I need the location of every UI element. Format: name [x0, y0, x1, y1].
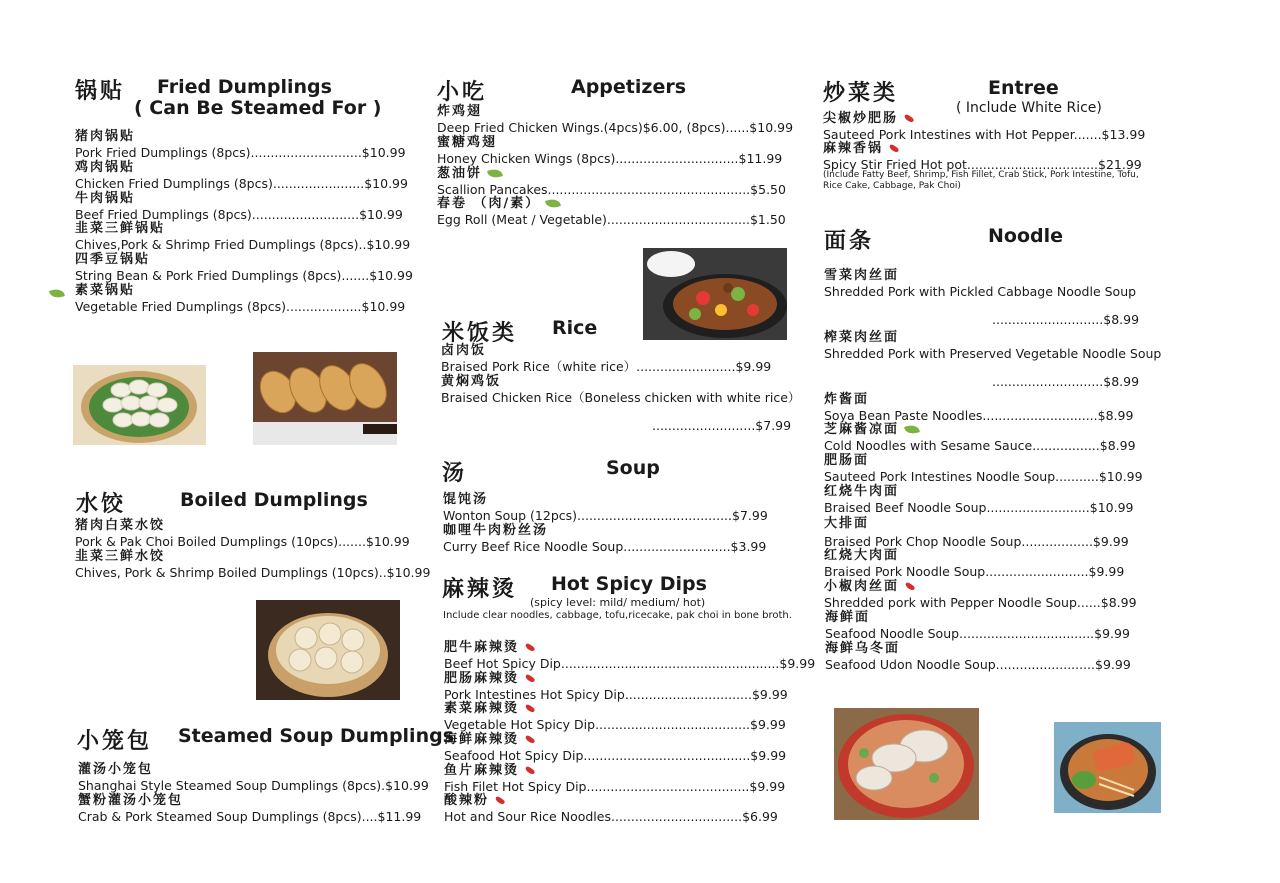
chili-pepper-icon — [524, 766, 535, 776]
menu-item-vegetable-fried-dumplings — [75, 283, 405, 314]
item-en: Chicken Fried Dumplings (8pcs).......................$10.99 — [75, 176, 408, 191]
item-en: Beef Hot Spicy Dip.......................................................$9.99 — [444, 656, 816, 671]
item-cn-text: 小椒肉丝面 — [824, 579, 900, 594]
item-cn-text: 鱼片麻辣烫 — [444, 763, 520, 778]
item-en: Vegetable Fried Dumplings (8pcs)...................$10.99 — [75, 299, 406, 314]
item-en: String Bean & Pork Fried Dumplings (8pcs).......$10.99 — [75, 268, 413, 283]
item-cn-text: 尖椒炒肥肠 — [823, 111, 899, 126]
fried-dumplings-photo — [253, 352, 397, 445]
item-cn — [444, 763, 785, 779]
rice-section-title: Rice — [552, 317, 598, 339]
spicy-include-note: Include clear noodles, cabbage, tofu,ricecake, pak choi in bone broth. — [443, 610, 792, 621]
item-en: Pork Intestines Hot Spicy Dip................................$9.99 — [444, 687, 788, 702]
item-cn — [444, 640, 815, 656]
item-cn-text: 酸辣粉 — [444, 793, 490, 808]
appetizers-section-title: Appetizers — [571, 76, 687, 98]
chili-pepper-icon — [524, 674, 535, 684]
item-cn: 韭菜三鲜锅贴 — [75, 221, 166, 236]
item-cn — [444, 793, 778, 809]
menu-item-hot-sour-rice-noodles — [444, 793, 778, 824]
menu-item-shredded-pork-pepper-noodle — [824, 579, 1137, 610]
chili-pepper-icon — [494, 796, 505, 806]
entree-section-title: Entree — [988, 77, 1059, 99]
item-cn-text: 芝麻酱凉面 — [824, 422, 900, 437]
item-en: Braised Pork Chop Noodle Soup..................$9.99 — [824, 534, 1129, 549]
item-en: Braised Pork Rice（white rice）.........................$9.99 — [441, 359, 772, 374]
noodle-bowl-photo — [834, 708, 979, 820]
item-en: Soya Bean Paste Noodles.............................$8.99 — [824, 408, 1134, 423]
menu-item-braised-pork-rice — [441, 343, 771, 374]
item-en: Crab & Pork Steamed Soup Dumplings (8pcs)....$11.99 — [78, 809, 422, 824]
menu-item-pork-intestines-noodle — [824, 453, 1143, 484]
spicy-section-title: Hot Spicy Dips — [551, 573, 707, 595]
boiled-section-title: Boiled Dumplings — [180, 489, 368, 511]
chili-pepper-icon — [524, 643, 535, 653]
item-cn: 黄焖鸡饭 — [441, 374, 502, 389]
rice-section-cn-title: 米饭类 — [442, 320, 518, 346]
item-en: Pork Fried Dumplings (8pcs)............................$10.99 — [75, 145, 406, 160]
chili-pepper-icon — [524, 704, 535, 714]
menu-item-pickled-cabbage-noodle — [824, 268, 1136, 299]
item-en: Sauteed Pork Intestines Noodle Soup...........$10.99 — [824, 469, 1143, 484]
item-en: Shredded pork with Pepper Noodle Soup......$8.99 — [824, 595, 1137, 610]
item-en: Pork & Pak Choi Boiled Dumplings (10pcs).......$10.99 — [75, 534, 410, 549]
item-cn — [824, 422, 1136, 438]
item-en: Deep Fried Chicken Wings.(4pcs)$6.00, (8pcs)......$10.99 — [437, 120, 794, 135]
menu-item-spicy-stir-fried-hot-pot — [823, 141, 1142, 172]
item-cn: 猪肉锅贴 — [75, 129, 136, 144]
item-en: Shanghai Style Steamed Soup Dumplings (8pcs).$10.99 — [78, 778, 429, 793]
menu-item-fish-filet-spicy-dip — [444, 763, 785, 794]
item-cn-text: 素菜麻辣烫 — [444, 701, 520, 716]
vegetarian-leaf-icon — [545, 197, 561, 209]
item-cn: 鸡肉锅贴 — [75, 160, 136, 175]
noodle-section-title: Noodle — [988, 225, 1064, 247]
item-en: Hot and Sour Rice Noodles.................................$6.99 — [444, 809, 778, 824]
menu-item-sauteed-pork-intestines — [823, 111, 1145, 142]
item-en: Fish Filet Hot Spicy Dip.........................................$9.99 — [444, 779, 786, 794]
fried-section-cn-title: 锅贴 — [75, 78, 126, 104]
menu-item-wonton-soup — [443, 492, 768, 523]
item-cn: 红烧牛肉面 — [824, 484, 900, 499]
item-en: Curry Beef Rice Noodle Soup...........................$3.99 — [443, 539, 767, 554]
item-cn: 肥肠面 — [824, 453, 870, 468]
item-cn: 炸酱面 — [824, 392, 870, 407]
menu-item-seafood-noodle — [825, 610, 1130, 641]
menu-item-pork-pak-choi-boiled — [75, 518, 410, 549]
item-en: Chives, Pork & Shrimp Boiled Dumplings (10pcs)..$10.99 — [75, 565, 431, 580]
item-cn-text: 春卷 （肉/素） — [437, 196, 541, 211]
menu-item-braised-chicken-rice — [441, 374, 800, 405]
soup-section-title: Soup — [606, 457, 660, 479]
item-en: Seafood Noodle Soup..................................$9.99 — [825, 626, 1130, 641]
menu-item-chicken-fried-dumplings — [75, 160, 408, 191]
item-en: Wonton Soup (12pcs).......................................$7.99 — [443, 508, 768, 523]
item-cn: 海鲜面 — [825, 610, 871, 625]
soup-section-cn-title: 汤 — [442, 460, 468, 486]
chili-pepper-icon — [524, 735, 535, 745]
item-cn: 榨菜肉丝面 — [824, 330, 900, 345]
steamed-section-title: Steamed Soup Dumplings — [178, 725, 455, 747]
item-en: Shredded Pork with Pickled Cabbage Noodle Soup — [824, 284, 1137, 299]
chili-pepper-icon — [888, 144, 899, 154]
menu-item-seafood-spicy-dip — [444, 732, 786, 763]
soup-dumplings-photo — [256, 600, 400, 700]
appetizers-section-cn-title: 小吃 — [437, 79, 488, 105]
item-cn — [823, 141, 1142, 157]
item-cn: 咖哩牛肉粉丝汤 — [443, 523, 549, 538]
vegetarian-leaf-icon — [487, 167, 503, 179]
item-en: Seafood Udon Noodle Soup.........................$9.99 — [825, 657, 1131, 672]
preserved-vegetable-noodle-price: ............................$8.99 — [992, 374, 1140, 389]
menu-item-honey-wings — [437, 135, 782, 166]
item-en: Braised Chicken Rice（Boneless chicken with white rice） — [441, 390, 801, 405]
item-en: Cold Noodles with Sesame Sauce.................$8.99 — [824, 438, 1136, 453]
item-cn-text: 海鲜麻辣烫 — [444, 732, 520, 747]
item-cn: 素菜锅贴 — [75, 283, 136, 298]
entree-section-cn-title: 炒菜类 — [823, 80, 899, 106]
menu-item-vegetable-spicy-dip — [444, 701, 786, 732]
steamed-section-cn-title: 小笼包 — [77, 728, 153, 754]
item-en: Shredded Pork with Preserved Vegetable Noodle Soup — [824, 346, 1162, 361]
item-en: Beef Fried Dumplings (8pcs)...........................$10.99 — [75, 207, 403, 222]
item-en: Braised Beef Noodle Soup..........................$10.99 — [824, 500, 1134, 515]
item-cn: 卤肉饭 — [441, 343, 487, 358]
item-cn: 韭菜三鲜水饺 — [75, 549, 166, 564]
menu-item-pork-fried-dumplings — [75, 129, 406, 160]
menu-item-cold-sesame-noodles — [824, 422, 1136, 453]
braised-chicken-rice-price: ..........................$7.99 — [652, 418, 792, 433]
menu-item-shanghai-soup-dumplings — [78, 762, 429, 793]
menu-item-pork-intestines-spicy-dip — [444, 671, 788, 702]
menu-item-braised-beef-noodle — [824, 484, 1134, 515]
item-en: Egg Roll (Meat / Vegetable)....................................$1.50 — [437, 212, 786, 227]
item-en: Seafood Hot Spicy Dip..........................................$9.99 — [444, 748, 787, 763]
boiled-dumplings-photo — [73, 365, 206, 445]
item-cn: 红烧大肉面 — [824, 548, 900, 563]
item-cn: 大排面 — [824, 516, 870, 531]
menu-item-deep-fried-wings — [437, 104, 793, 135]
item-cn: 馄饨汤 — [443, 492, 489, 507]
item-en: Scallion Pancakes...................................................$5.50 — [437, 182, 786, 197]
menu-item-crab-pork-soup-dumplings — [78, 793, 421, 824]
vegetarian-leaf-icon — [49, 287, 65, 299]
item-cn: 四季豆锅贴 — [75, 252, 151, 267]
item-cn: 灌汤小笼包 — [78, 762, 154, 777]
menu-item-pork-chop-noodle — [824, 516, 1129, 549]
item-cn — [437, 196, 786, 212]
item-cn — [823, 111, 1145, 127]
menu-item-scallion-pancakes — [437, 166, 786, 197]
menu-item-curry-beef-noodle-soup — [443, 523, 766, 554]
item-cn — [437, 166, 786, 182]
menu-item-chives-boiled — [75, 549, 430, 580]
pickled-cabbage-noodle-price: ............................$8.99 — [992, 312, 1140, 327]
menu-item-string-bean-fried-dumplings — [75, 252, 413, 283]
fried-section-title: Fried Dumplings — [157, 76, 332, 98]
menu-item-beef-hot-spicy-dip — [444, 640, 815, 671]
vegetarian-leaf-icon — [904, 423, 920, 435]
item-cn: 猪肉白菜水饺 — [75, 518, 166, 533]
item-cn — [444, 671, 788, 687]
entree-section-subtitle: ( Include White Rice) — [956, 100, 1102, 116]
menu-item-beef-fried-dumplings — [75, 191, 403, 222]
item-en: Sauteed Pork Intestines with Hot Pepper.......$13.99 — [823, 127, 1146, 142]
item-en: Chives,Pork & Shrimp Fried Dumplings (8pcs)..$10.99 — [75, 237, 411, 252]
item-cn: 蟹粉灌汤小笼包 — [78, 793, 184, 808]
item-en: Vegetable Hot Spicy Dip.......................................$9.99 — [444, 717, 786, 732]
item-cn: 炸鸡翅 — [437, 104, 483, 119]
chili-pepper-icon — [904, 582, 915, 592]
item-cn-text: 葱油饼 — [437, 166, 483, 181]
menu-item-chives-fried-dumplings — [75, 221, 410, 252]
fried-section-subtitle: ( Can Be Steamed For ) — [134, 97, 382, 119]
item-cn-text: 肥牛麻辣烫 — [444, 640, 520, 655]
spicy-level-note: (spicy level: mild/ medium/ hot) — [530, 596, 706, 609]
stir-fry-photo — [643, 248, 787, 340]
item-en: Spicy Stir Fried Hot pot.................................$21.99 — [823, 157, 1142, 172]
item-cn — [444, 732, 786, 748]
menu-item-soya-bean-paste-noodles — [824, 392, 1133, 423]
item-en: Honey Chicken Wings (8pcs)...............................$11.99 — [437, 151, 783, 166]
item-cn — [824, 579, 1137, 595]
boiled-section-cn-title: 水饺 — [76, 491, 127, 517]
menu-item-preserved-vegetable-noodle — [824, 330, 1161, 361]
menu-item-braised-pork-noodle — [824, 548, 1124, 579]
menu-item-egg-roll — [437, 196, 786, 227]
item-cn-text: 肥肠麻辣烫 — [444, 671, 520, 686]
item-cn: 牛肉锅贴 — [75, 191, 136, 206]
udon-bowl-photo — [1054, 722, 1161, 813]
item-cn: 蜜糖鸡翅 — [437, 135, 498, 150]
spicy-section-cn-title: 麻辣烫 — [442, 576, 518, 602]
item-cn — [444, 701, 786, 717]
item-en: Braised Pork Noodle Soup..........................$9.99 — [824, 564, 1125, 579]
noodle-section-cn-title: 面条 — [824, 228, 875, 254]
item-cn: 海鲜乌冬面 — [825, 641, 901, 656]
item-cn-text: 麻辣香锅 — [823, 141, 884, 156]
chili-pepper-icon — [903, 114, 914, 124]
hot-pot-note-line1: (Include Fatty Beef, Shrimp, Fish Fillet, Crab Stick, Pork Intestine, Tofu, — [823, 170, 1139, 180]
menu-item-seafood-udon — [825, 641, 1131, 672]
hot-pot-note-line2: Rice Cake, Cabbage, Pak Choi) — [823, 181, 961, 191]
item-cn: 雪菜肉丝面 — [824, 268, 900, 283]
